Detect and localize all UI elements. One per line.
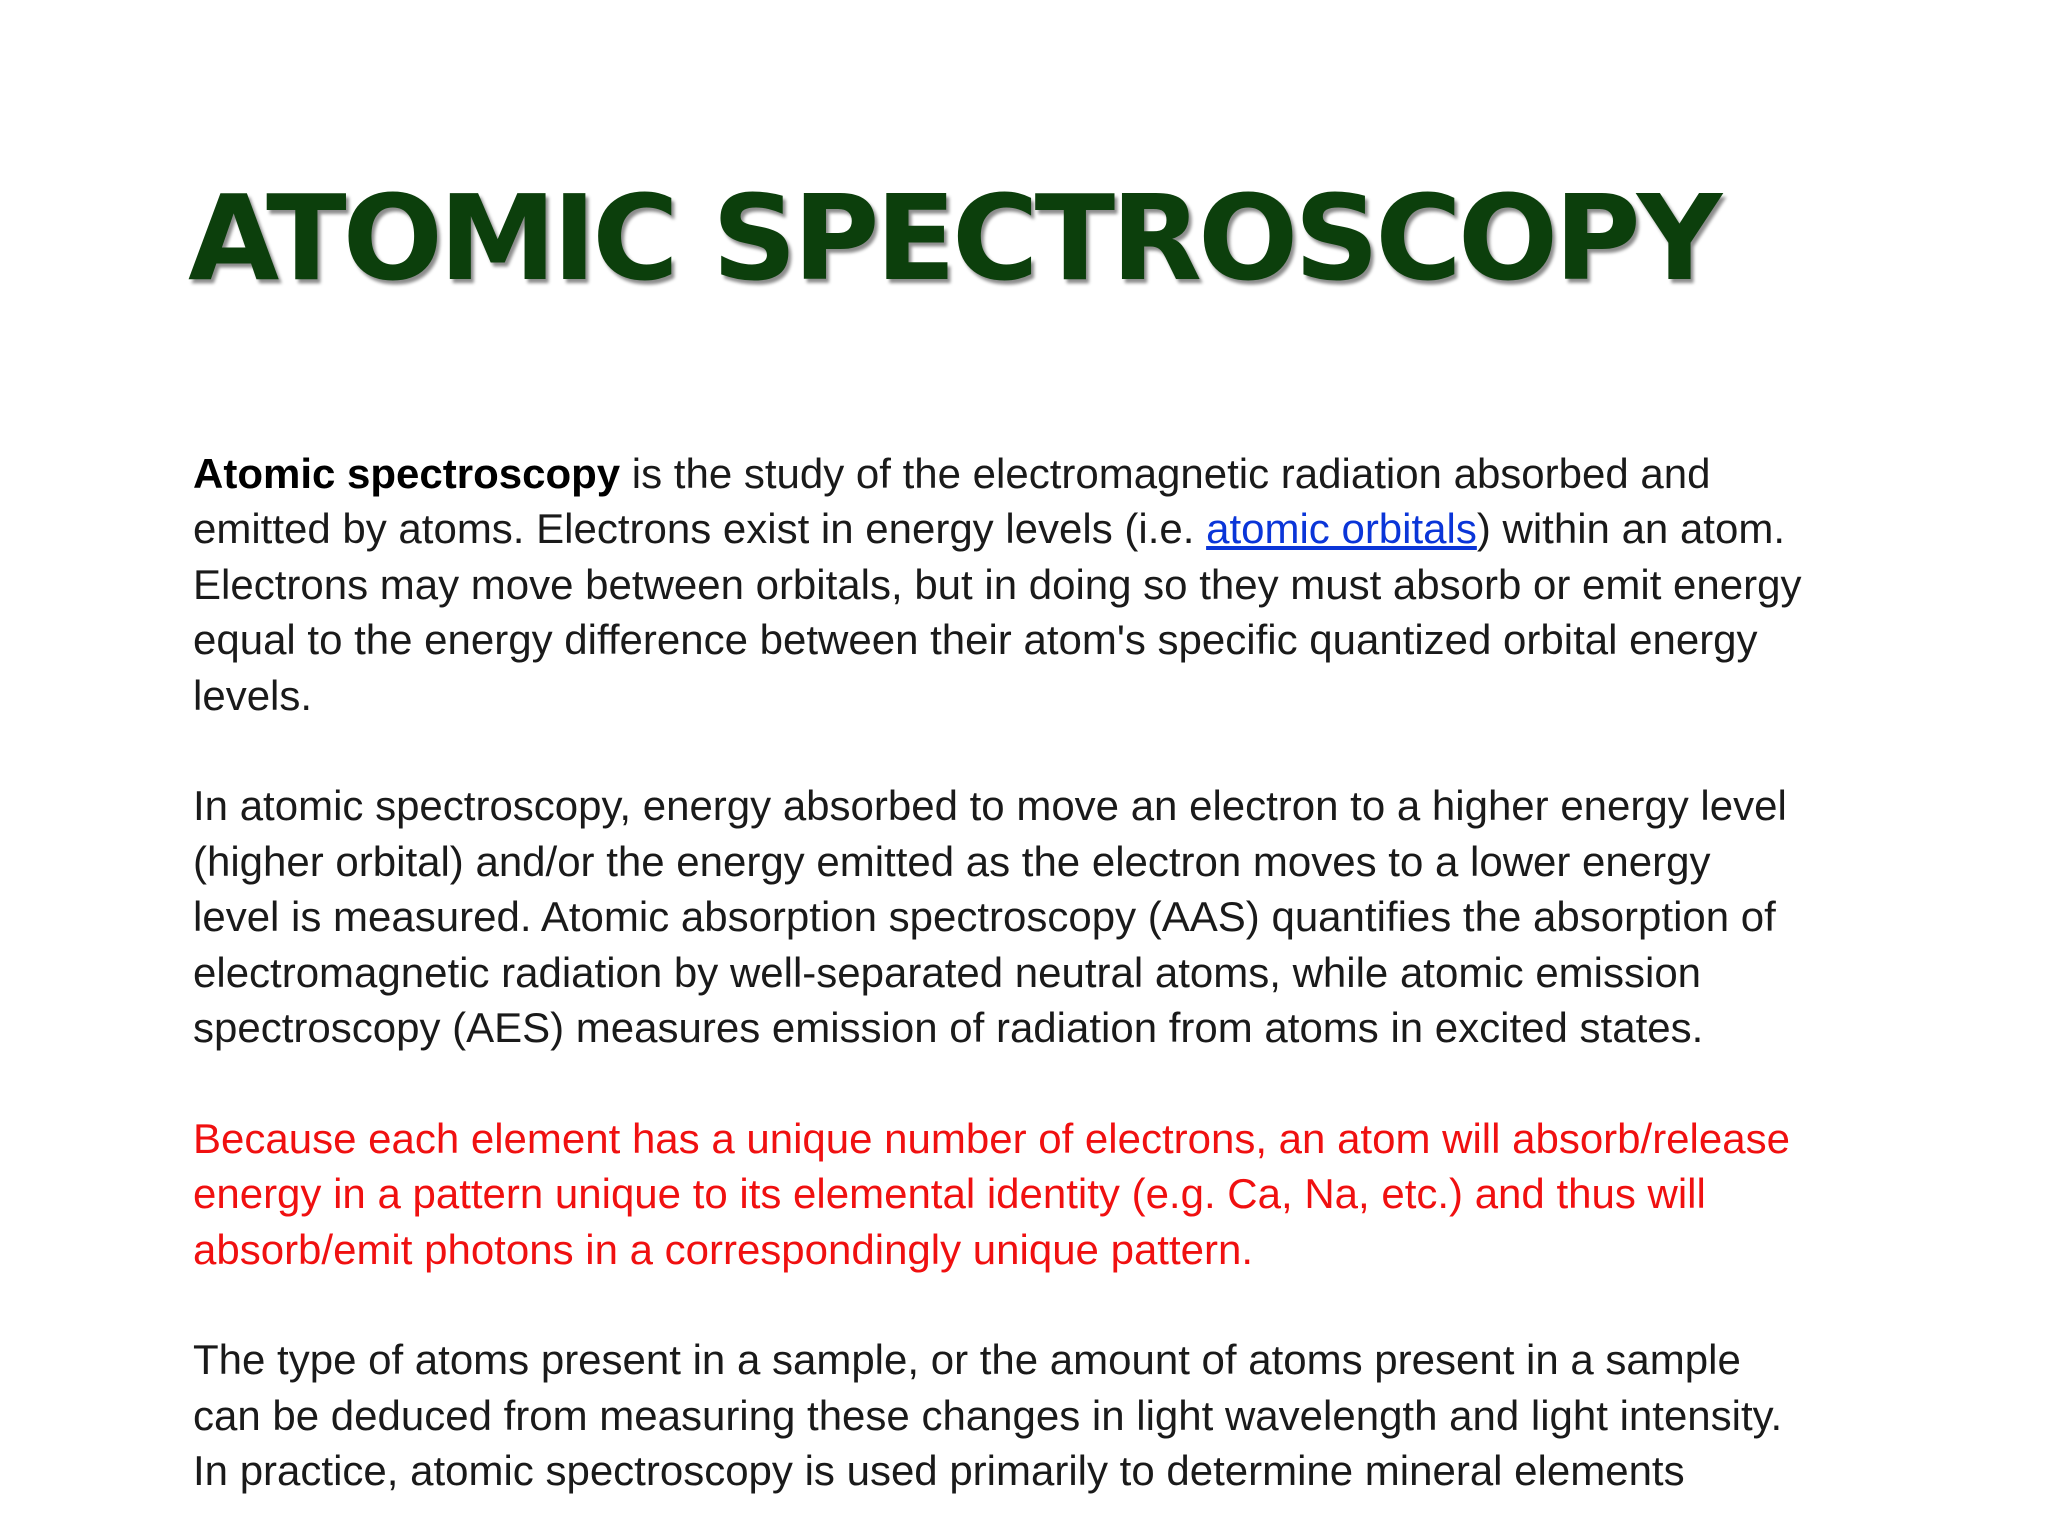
paragraph-measurement: In atomic spectroscopy, energy absorbed to move an electron to a higher energy level (higher orbital) and/or the energy emitted as the electron moves to a lower energy level is measured. Atomic absorption spectroscopy (AAS) quantifies the absorption of electromagnetic radiation by well-separated neutral atoms, while atomic emission spectroscopy (AES) measures emission of radiation from atoms in excited states. xyxy=(193,782,1787,1052)
atomic-orbitals-link[interactable]: atomic orbitals xyxy=(1206,505,1477,553)
paragraph-applications: The type of atoms present in a sample, or the amount of atoms present in a sample can be deduced from measuring these changes in light wavelength and light intensity. In practice, atomic spectroscopy is used primarily to determine mineral elements xyxy=(193,1336,1783,1495)
paragraph-definition xyxy=(193,446,1993,723)
bold-term: Atomic spectroscopy xyxy=(193,450,621,497)
paragraph-text: ) within an atom. Electrons may move between orbitals, but in doing so they must absorb or emit energy equal to the energy difference between their atom's specific quantized orbital energy levels. xyxy=(193,505,1802,719)
paragraph-text: is the study of the electromagnetic radiation absorbed and emitted by atoms. Electrons exist in energy levels (i.e. xyxy=(193,450,1711,553)
slide-body xyxy=(193,446,1993,1499)
slide-title: ATOMIC SPECTROSCOPY xyxy=(188,169,1719,307)
paragraph-highlight: Because each element has a unique number of electrons, an atom will absorb/release energy in a pattern unique to its elemental identity (e.g. Ca, Na, etc.) and thus will absorb/emit photons in a correspondingly unique pattern. xyxy=(193,1114,1790,1273)
